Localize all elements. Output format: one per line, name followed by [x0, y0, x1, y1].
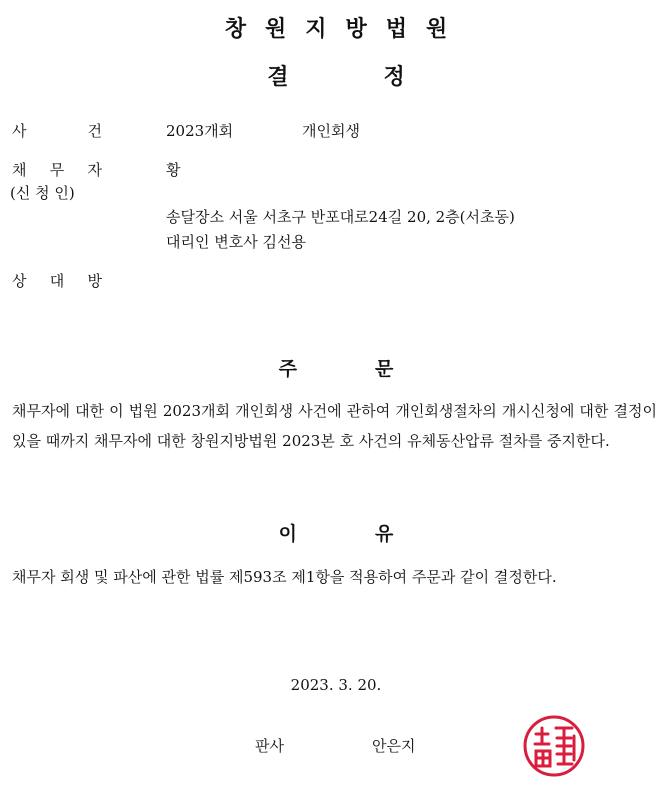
decision-date: 2023. 3. 20.	[290, 676, 382, 694]
reason-body: 채무자 회생 및 파산에 관한 법률 제593조 제1항을 적용하여 주문과 같이 결정한다.	[12, 568, 557, 586]
order-heading	[0, 354, 672, 381]
document-type-title	[0, 60, 672, 91]
court-name: 창원지방법원	[224, 17, 467, 42]
applicant-label: (신 청 인)	[10, 184, 75, 202]
opponent-label	[12, 270, 102, 291]
label-char: 무	[49, 161, 65, 179]
debtor-label	[12, 159, 102, 180]
label-char: 건	[87, 122, 102, 140]
judge-name: 안은지	[372, 737, 416, 755]
label-char: 채	[12, 161, 27, 179]
debtor-name: 황	[166, 161, 181, 179]
case-label	[12, 120, 102, 141]
doc-type-char: 정	[383, 65, 405, 90]
legal-agent: 대리인 변호사 김선용	[166, 233, 306, 251]
judge-title: 판사	[255, 737, 284, 755]
case-name: 개인회생	[302, 122, 360, 140]
reason-heading	[0, 519, 672, 546]
label-char: 사	[12, 122, 27, 140]
heading-char: 문	[375, 358, 394, 380]
label-char: 대	[49, 272, 65, 290]
label-char: 자	[87, 161, 102, 179]
order-body: 채무자에 대한 이 법원 2023개회 개인회생 사건에 관하여 개인회생절차의 개시신청에 대한 결정이 있을 때까지 채무자에 대한 창원지방법원 2023본 호 사건의 유체동산압류 절차를 중지한다.	[12, 402, 657, 450]
judge-seal-icon	[522, 714, 586, 778]
case-number: 2023개회	[166, 122, 234, 140]
heading-char: 유	[375, 523, 394, 545]
heading-char: 이	[278, 523, 297, 545]
doc-type-char: 결	[267, 65, 289, 90]
label-char: 상	[12, 272, 27, 290]
service-address: 송달장소 서울 서초구 반포대로24길 20, 2층(서초동)	[166, 208, 515, 226]
heading-char: 주	[278, 358, 297, 380]
label-char: 방	[87, 272, 102, 290]
